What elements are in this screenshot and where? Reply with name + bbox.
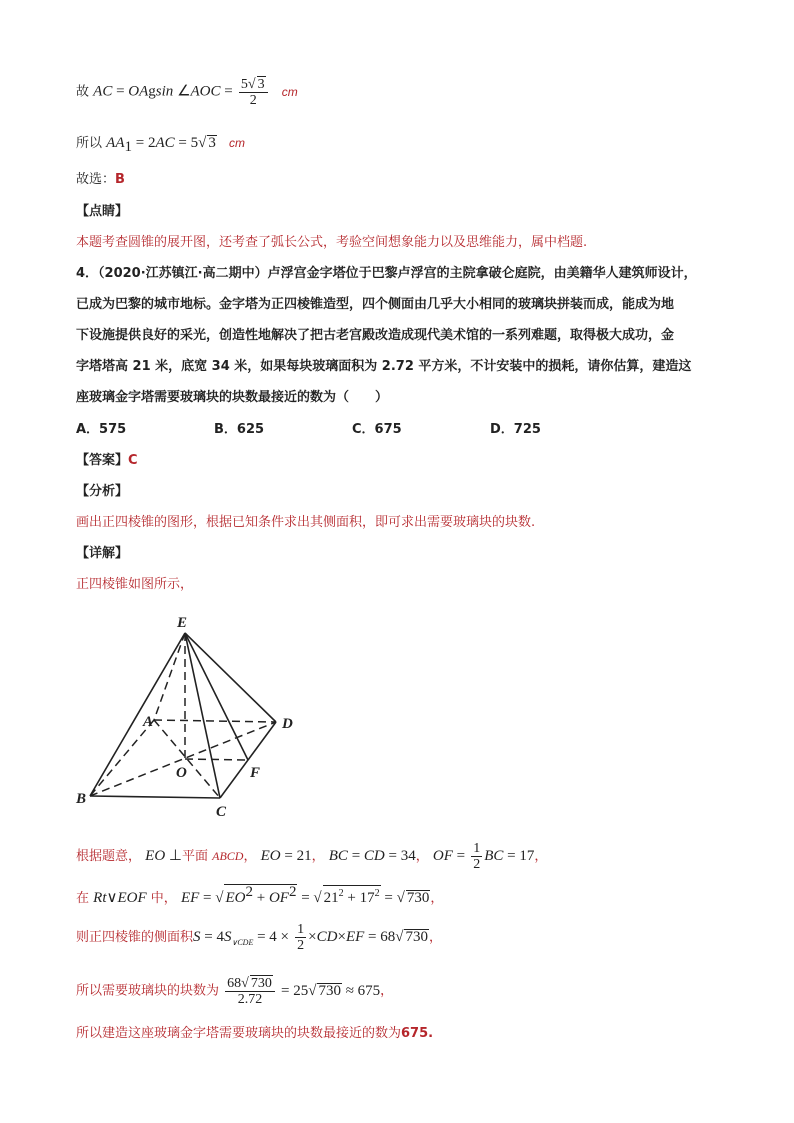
fraction-5root3-over-2: $\frac{5√ 3}{2}$: [239, 76, 268, 108]
line-prefix: 所以: [76, 136, 103, 151]
options-row: [76, 421, 628, 439]
label-e: E: [177, 615, 188, 631]
edge-ad: [154, 720, 276, 722]
conclusion-value: 675.: [401, 1026, 434, 1041]
formula-bc-cd: BC = CD = 34: [328, 848, 416, 864]
fraction-half-2: $\frac{1}{2}$: [297, 922, 305, 953]
choice-answer: B: [115, 172, 125, 187]
edge-ef: [185, 633, 248, 760]
heading-dianjing: 【点睛】: [76, 204, 129, 219]
label-f: F: [250, 765, 261, 781]
option-b: B．625: [214, 422, 265, 437]
label-a: A: [143, 714, 154, 730]
option-d: D．725: [490, 422, 541, 437]
edge-eb: [90, 633, 185, 796]
choice-label: 故选：: [76, 172, 116, 187]
choice-line: [76, 171, 125, 189]
dianjing-text: 本题考查圆锥的展开图，还考查了弧长公式，考验空间想象能力以及思维能力，属中档题.: [76, 235, 588, 250]
formula-ef: EF = √ $EO^2 + OF^2$ = √ $21^2 + 17^2$ = √ 730: [180, 884, 430, 906]
plane-text: 平面: [181, 849, 208, 864]
option-a: A．575: [76, 422, 127, 437]
label-b: B: [76, 791, 87, 807]
fraction-half: $\frac{1}{2}$: [473, 841, 481, 872]
question-line-3: 下设施提供良好的采光，创造性地解决了把古老宫殿改造成现代美术馆的一系列难题，取得极大成功，金: [76, 328, 675, 343]
step3-prefix: 则正四棱锥的侧面积: [76, 930, 194, 945]
question-line-4: 字塔塔高 21 米，底宽 34 米，如果每块玻璃面积为 2.72 平方米，不计安装中的损耗，请你估算，建造这: [76, 359, 692, 374]
segment-of: [185, 759, 248, 760]
step2-suffix: 中，: [150, 891, 177, 906]
formula-ac: AC = OAgsin ∠AOC =: [93, 83, 233, 100]
formula-count: = 25√ 730 ≈ 675: [280, 982, 381, 999]
pyramid-figure: [70, 605, 320, 820]
formula-lateral-area: $S = 4S_{\vee CDE} = 4$ ×: [193, 929, 290, 947]
step4-prefix: 所以需要玻璃块的块数为: [76, 983, 220, 999]
answer-line: [76, 452, 138, 470]
answer-label: 【答案】: [76, 453, 129, 468]
solution-line-ac: [76, 76, 298, 108]
edge-ab: [90, 720, 154, 796]
analysis-text: 画出正四棱锥的图形，根据已知条件求出其侧面积，即可求出需要玻璃块的块数.: [76, 515, 536, 530]
conclusion-line: [76, 1025, 433, 1043]
formula-eo-perp: EO ⊥: [145, 848, 182, 864]
line-prefix: 故: [76, 84, 90, 100]
unit-cm: cm: [228, 136, 245, 150]
solution-step-4: 所以需要玻璃块的块数为 $\frac{68√ 730}{2.72}$ = 25√ 730 ≈ 675，: [76, 976, 394, 1007]
option-c: C．675: [352, 422, 402, 437]
label-d: D: [282, 716, 293, 732]
edge-ec: [185, 633, 220, 798]
heading-analysis: 【分析】: [76, 484, 129, 499]
solution-step-2: 在 Rt∨EOF 中， EF = √ $EO^2 + OF^2$ = √ $21^2 + 17^2$ = √ 730，: [76, 884, 444, 906]
step1-prefix: 根据题意，: [76, 849, 142, 864]
question-line-2: 已成为巴黎的城市地标。金字塔为正四棱锥造型，四个侧面由几乎大小相同的玻璃块拼装而成，能成为地: [76, 297, 675, 312]
answer-value: C: [128, 453, 138, 468]
solution-step-3: 则正四棱锥的侧面积$S = 4S_{\vee CDE} = 4$ × $\frac{1}{2}$ ×CD×EF = 68√ 730，: [76, 922, 442, 953]
heading-detail: 【详解】: [76, 546, 129, 561]
formula-of: OF =: [432, 848, 466, 864]
fraction-count: $\frac{68√ 730}{2.72}$: [225, 975, 275, 1007]
formula-eo-21: EO = 21: [260, 848, 312, 864]
solution-line-aa1: [76, 134, 245, 156]
question-line-5: 座玻璃金字塔需要玻璃块的块数最接近的数为（ ）: [76, 390, 389, 405]
formula-aa1: $AA_1 = 2AC = 5√$ 3: [106, 135, 216, 155]
label-o: O: [176, 765, 187, 781]
conclusion-text: 所以建造这座玻璃金字塔需要玻璃块的块数最接近的数为: [76, 1026, 402, 1041]
label-c: C: [216, 804, 227, 820]
detail-intro: 正四棱锥如图所示，: [76, 577, 194, 592]
unit-cm: cm: [281, 84, 298, 99]
edge-bc: [90, 796, 220, 798]
plane-name: ABCD: [212, 849, 244, 863]
edge-ea: [154, 633, 185, 720]
edge-ed: [185, 633, 276, 722]
solution-step-1: 根据题意， EO ⊥平面 ABCD， EO = 21， BC = CD = 34， OF = $\frac{1}{2}$ BC = 17，: [76, 841, 548, 872]
triangle-eof: Rt∨EOF: [93, 890, 147, 906]
question-line-1: 4．（2020·江苏镇江·高二期中）卢浮宫金字塔位于巴黎卢浮宫的主院拿破仑庭院，由美籍华人建筑师设计，: [76, 266, 697, 281]
step2-prefix: 在: [76, 891, 90, 906]
